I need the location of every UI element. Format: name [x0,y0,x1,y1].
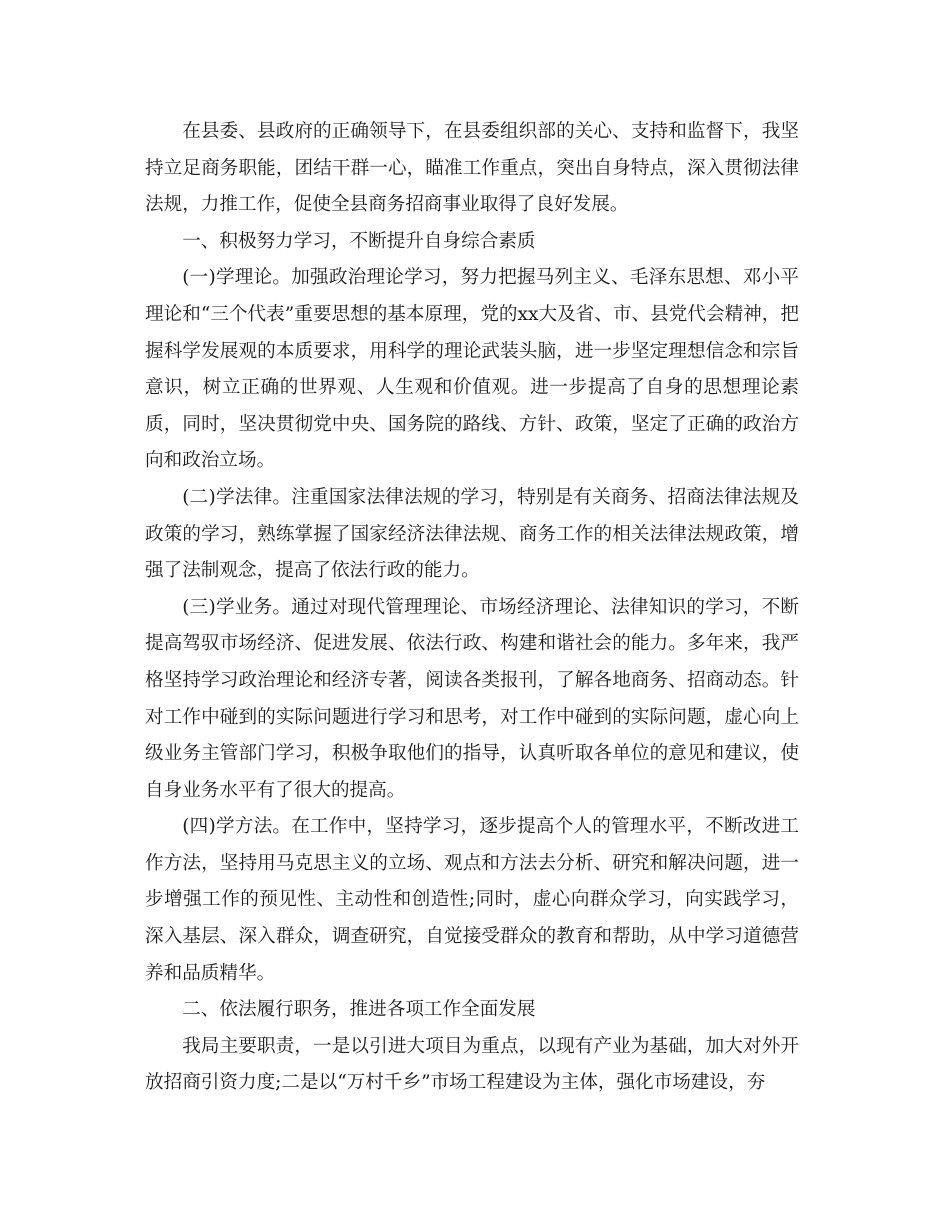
section-heading-1: 一、积极努力学习，不断提升自身综合素质 [182,230,536,252]
paragraph-theory: (一)学理论。加强政治理论学习，努力把握马列主义、毛泽东思想、邓小平理论和“三个代表”重要思想的基本原理，党的xx大及省、市、县党代会精神，把握科学发展观的本质要求，用科学的理论武装头脑，进一步坚定理想信念和宗旨意识，树立正确的世界观、人生观和价值观。进一步提高了自身的思想理论素质，同时，坚决贯彻党中央、国务院的路线、方针、政策，坚定了正确的政治方向和政治立场。 [145,267,799,472]
intro-paragraph: 在县委、县政府的正确领导下，在县委组织部的关心、支持和监督下，我坚持立足商务职能，团结干群一心，瞄准工作重点，突出自身特点，深入贯彻法律法规，力推工作，促使全县商务招商事业取得了良好发展。 [145,121,799,216]
paragraph-duties: 我局主要职责，一是以引进大项目为重点，以现有产业为基础，加大对外开放招商引资力度;二是以“万村千乡”市场工程建设为主体，强化市场建设，夯 [145,1035,799,1094]
paragraph-method: (四)学方法。在工作中，坚持学习，逐步提高个人的管理水平，不断改进工作方法，坚持用马克思主义的立场、观点和方法去分析、研究和解决问题，进一步增强工作的预见性、主动性和创造性;同时，虚心向群众学习，向实践学习，深入基层、深入群众，调查研究，自觉接受群众的教育和帮助，从中学习道德营养和品质精华。 [145,816,799,984]
paragraph-business: (三)学业务。通过对现代管理理论、市场经济理论、法律知识的学习，不断提高驾驭市场经济、促进发展、依法行政、构建和谐社会的能力。多年来，我严格坚持学习政治理论和经济专著，阅读各类报刊，了解各地商务、招商动态。针对工作中碰到的实际问题进行学习和思考，对工作中碰到的实际问题，虚心向上级业务主管部门学习，积极争取他们的指导，认真听取各单位的意见和建议，使自身业务水平有了很大的提高。 [145,596,799,801]
document-body [145,114,799,1102]
paragraph-law: (二)学法律。注重国家法律法规的学习，特别是有关商务、招商法律法规及政策的学习，熟练掌握了国家经济法律法规、商务工作的相关法律法规政策，增强了法制观念，提高了依法行政的能力。 [145,486,799,582]
section-heading-2: 二、依法履行职务，推进各项工作全面发展 [182,999,536,1021]
